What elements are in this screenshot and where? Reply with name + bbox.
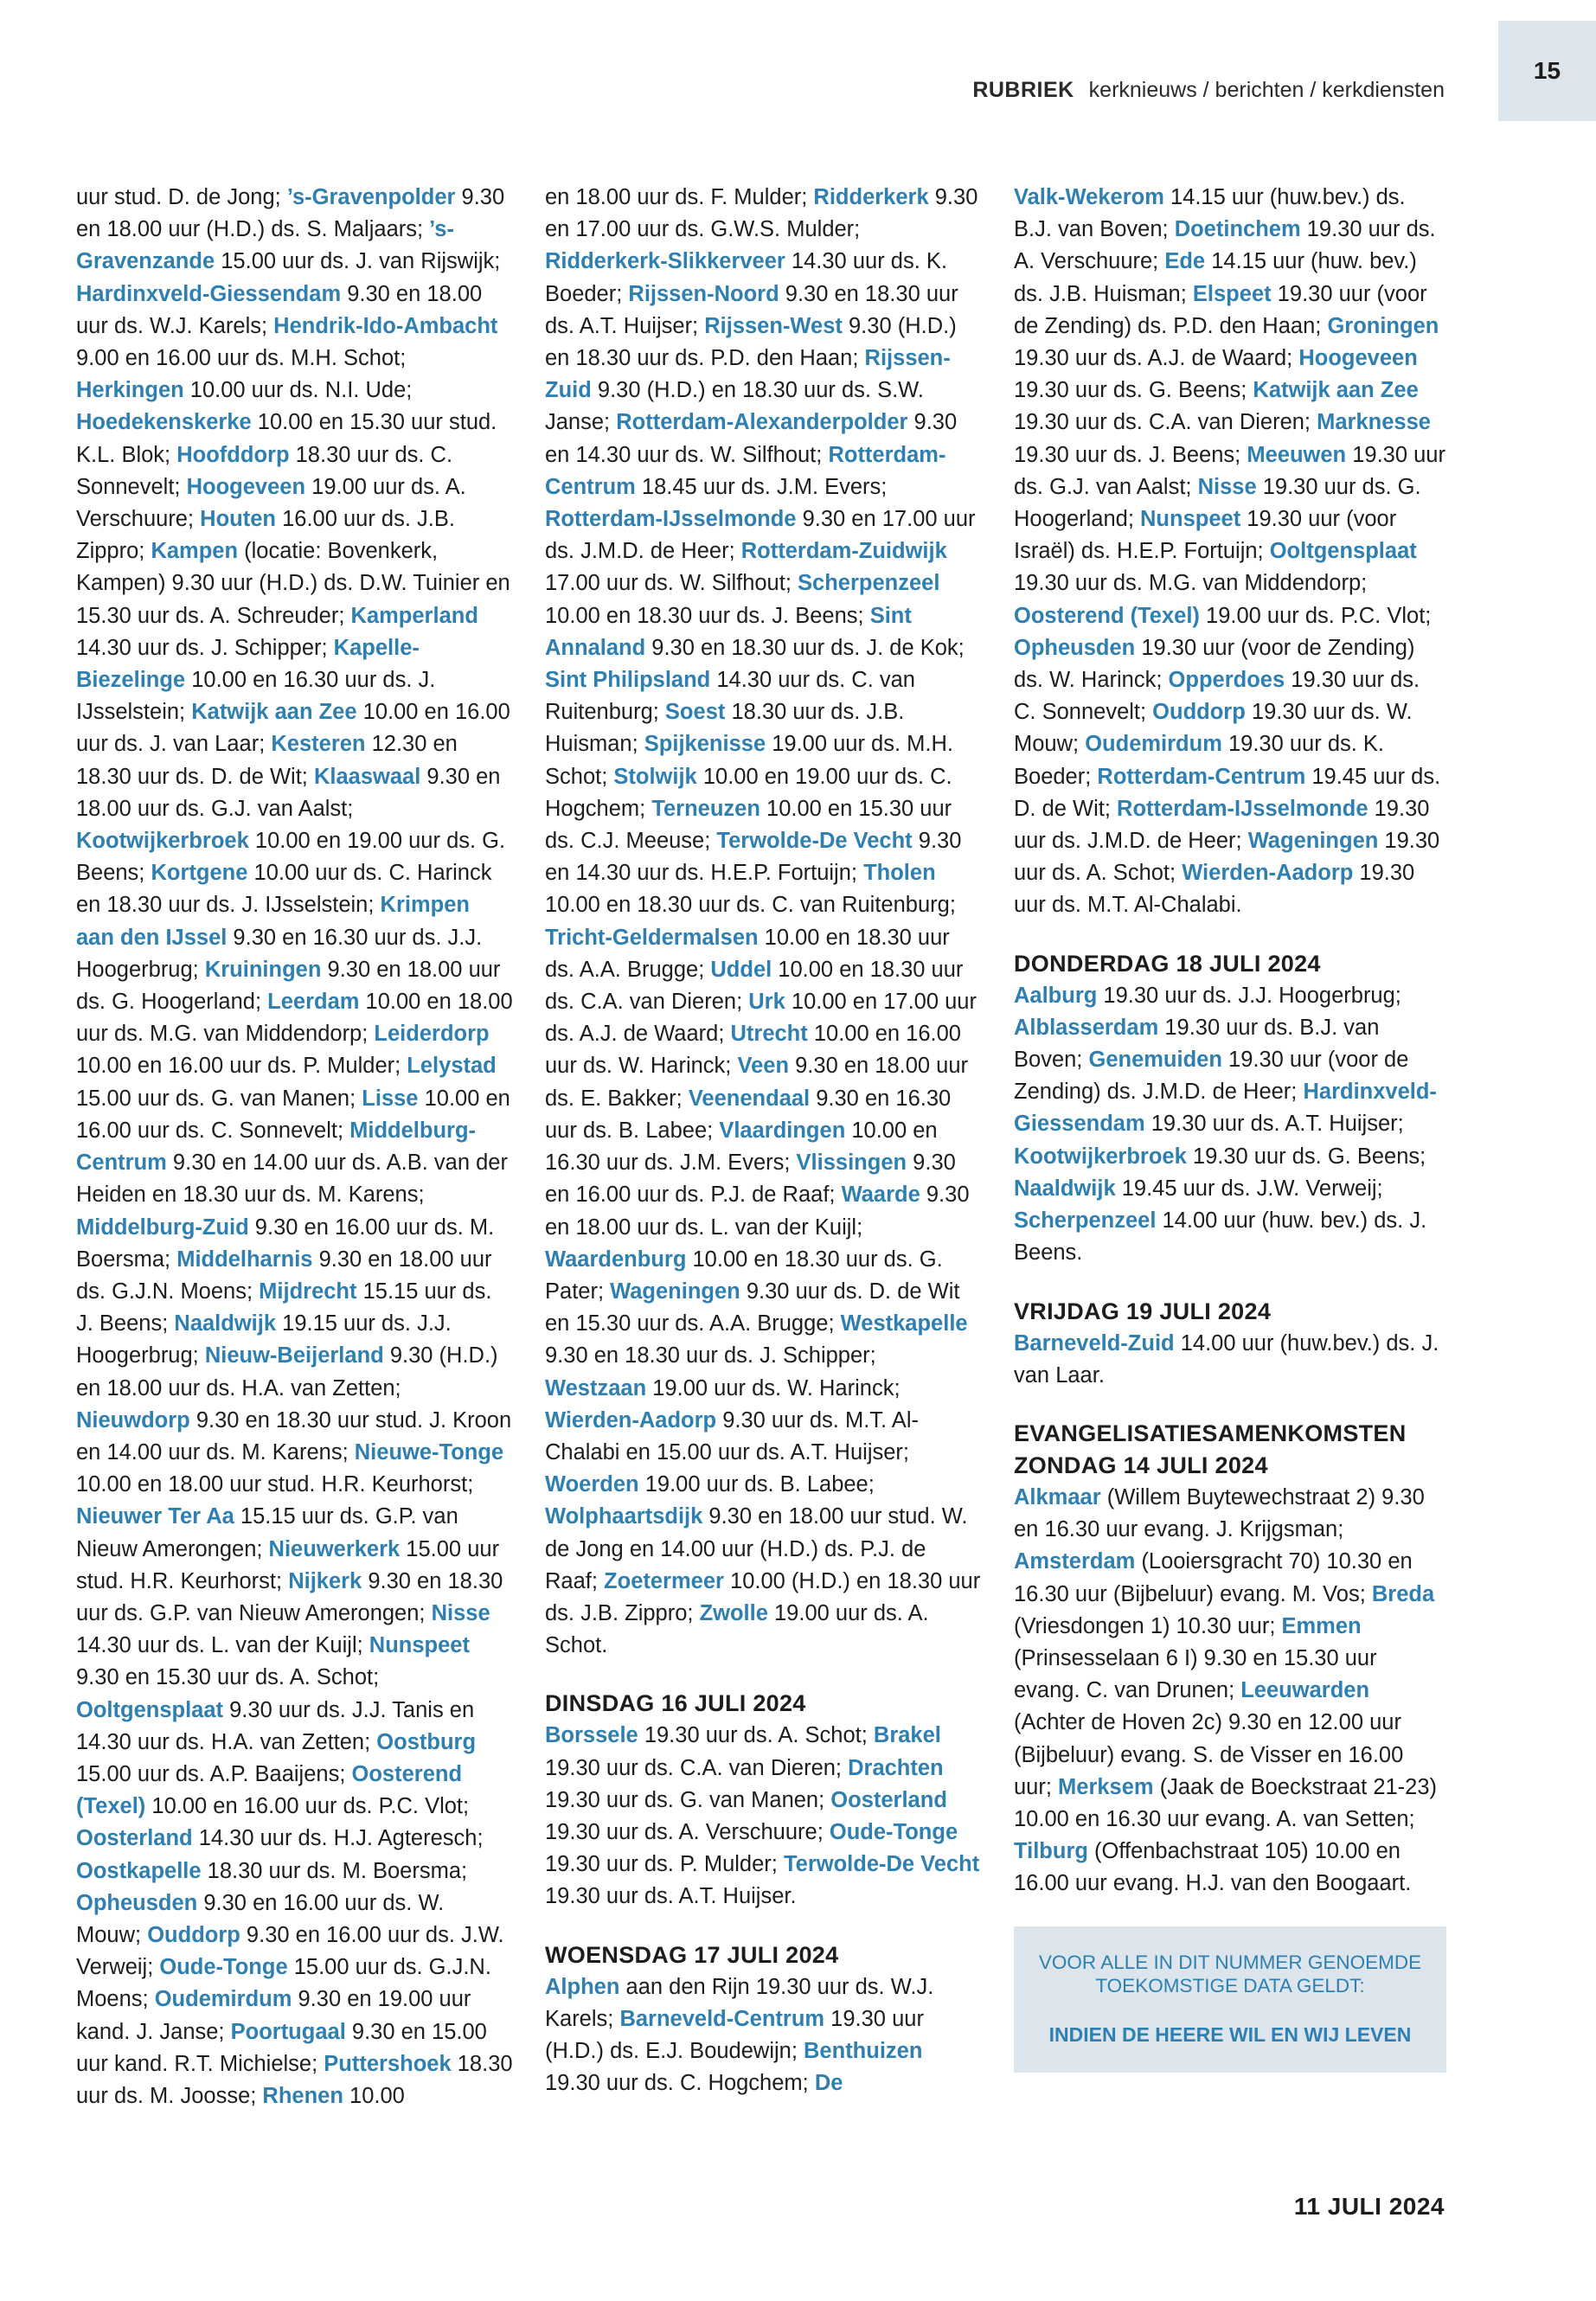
place-name: Borssele [545,1723,638,1748]
place-name: Leeuwarden [1240,1678,1370,1703]
place-name: Ooltgensplaat [76,1697,224,1722]
place-name: ’s-Gravenzande [76,217,454,274]
place-name: Stolwijk [613,764,697,789]
service-details: 19.00 uur ds. A. Verschuure; [76,474,466,532]
service-details: 10.00 en 18.30 uur ds. C. van Ruitenburg; [545,893,956,918]
service-listing [545,182,982,1662]
place-name: Veenendaal [688,1086,811,1111]
place-name: Oosterend (Texel) [1014,603,1200,628]
place-name: Rijssen-West [704,313,843,338]
service-listing [545,1971,982,2100]
service-details: 18.30 uur ds. J.B. Huisman; [545,700,905,757]
service-details: 9.30 en 19.00 uur kand. J. Janse; [76,1987,471,2044]
place-name: Vlaardingen [719,1118,846,1143]
place-name: Naaldwijk [1014,1176,1116,1201]
service-details: 9.30 en 18.00 uur ds. W.J. Karels; [76,281,483,338]
place-name: Kootwijkerbroek [76,829,249,854]
service-details: 19.30 uur ds. M.T. Al-Chalabi. [1014,861,1415,918]
service-details: 9.30 en 17.00 uur ds. J.M.D. de Heer; [545,507,976,564]
service-details: 9.30 en 15.30 uur ds. A. Schot; [76,1665,380,1690]
service-details: 9.30 (H.D.) en 18.30 uur ds. S.W. Janse; [545,378,924,435]
service-details: 19.30 uur ds. P. Mulder; [545,1852,784,1877]
service-details: 9.30 uur ds. M.T. Al-Chalabi en 15.00 uur ds. A.T. Huijser; [545,1407,919,1465]
service-details: 10.00 en 16.00 uur ds. P.C. Vlot; [145,1794,470,1819]
place-name: Nijkerk [288,1568,362,1593]
service-listing [1014,1482,1446,1900]
place-name: Oudemirdum [1085,732,1222,757]
place-name: Kapelle-Biezelinge [76,635,420,693]
place-name: Hendrik-Ido-Ambacht [273,313,498,338]
service-details: 19.30 uur (voor Israël) ds. H.E.P. Fortuijn; [1014,507,1397,564]
place-name: Genemuiden [1088,1048,1222,1073]
place-name: Ouddorp [147,1922,240,1947]
place-name: Marknesse [1317,410,1431,435]
place-name: Scherpenzeel [1014,1208,1157,1234]
place-name: Nieuwdorp [76,1407,190,1433]
service-details: 15.00 uur ds. J. van Rijswijk; [215,249,501,274]
service-details: 19.30 uur ds. A. Schot; [1014,829,1440,886]
service-details: 9.30 en 14.30 uur ds. W. Silfhout; [545,410,958,467]
place-name: Aalburg [1014,983,1098,1008]
service-details: 19.45 uur ds. D. de Wit; [1014,764,1441,821]
service-details: 10.00 en 16.00 uur ds. P. Mulder; [76,1054,407,1079]
service-details: (Offenbachstraat 105) 10.00 en 16.00 uur evang. H.J. van den Boogaart. [1014,1839,1412,1896]
service-details: 19.00 uur ds. W. Harinck; [646,1375,901,1400]
place-name: Wierden-Aadorp [1182,861,1354,886]
service-details: 15.15 uur ds. J. Beens; [76,1279,492,1336]
service-details: 19.30 uur (voor de Zending) ds. J.M.D. de Heer; [1014,1048,1409,1105]
place-name: Rotterdam-IJsselmonde [1117,796,1368,821]
service-details: 10.00 en 18.00 uur ds. M.G. van Middendorp; [76,990,513,1047]
service-details: 9.30 en 14.00 uur ds. A.B. van der Heiden en 18.30 uur ds. M. Karens; [76,1150,508,1208]
place-name: Kortgene [151,861,248,886]
place-name: Krimpen aan den IJssel [76,893,470,950]
place-name: Elspeet [1192,281,1272,306]
page-number: 15 [1533,57,1561,84]
service-details: 14.00 uur (huw. bev.) ds. J. Beens. [1014,1208,1427,1266]
place-name: Rijssen-Zuid [545,346,951,403]
place-name: Urk [748,990,785,1015]
service-details: 10.00 en 18.30 uur ds. C.A. van Dieren; [545,957,964,1015]
service-details: 19.30 uur ds. G. Hoogerland; [1014,474,1421,532]
place-name: Kootwijkerbroek [1014,1144,1187,1169]
service-details: 19.30 uur ds. A.T. Huijser. [545,1884,797,1909]
service-details: 9.30 en 18.00 uur ds. L. van der Kuijl; [545,1183,970,1240]
service-details: 19.45 uur ds. J.W. Verweij; [1115,1176,1383,1201]
service-details: 10.00 en 18.30 uur ds. A.A. Brugge; [545,925,950,982]
place-name: Wierden-Aadorp [545,1407,717,1433]
place-name: Nisse [431,1600,490,1625]
place-name: Waarde [841,1183,920,1208]
place-name: Leiderdorp [374,1022,490,1047]
place-name: Hoofddorp [176,442,290,467]
place-name: Valk-Wekerom [1014,185,1164,209]
service-details: 19.30 uur ds. G. Beens; [1014,378,1253,403]
place-name: Lelystad [407,1054,497,1079]
place-name: Rotterdam-Centrum [1097,764,1306,789]
service-details: 19.30 uur ds. J.M.D. de Heer; [1014,796,1430,854]
service-details: 19.30 uur ds. A.J. de Waard; [1014,346,1299,371]
service-listing [545,1720,982,1913]
service-details: 9.30 en 18.00 uur stud. W. de Jong en 14.00 uur (H.D.) ds. P.J. de Raaf; [545,1504,968,1593]
text-column-2 [545,182,982,2099]
service-details: 9.30 en 15.00 uur kand. R.T. Michielse; [76,2019,487,2076]
service-details: 18.30 uur ds. C. Sonnevelt; [76,442,453,499]
service-details: 19.30 uur ds. M.G. van Middendorp; [1014,571,1368,596]
service-details: 14.30 uur ds. J. Schipper; [76,635,334,660]
place-name: Tholen [863,861,936,886]
service-details: 15.00 uur stud. H.R. Keurhorst; [76,1536,500,1593]
place-name: De [814,2071,843,2096]
place-name: Katwijk aan Zee [1253,378,1419,403]
service-details: 19.30 uur ds. K. Boeder; [1014,732,1385,789]
service-details: 10.00 (H.D.) en 18.30 uur ds. J.B. Zippro; [545,1568,981,1625]
place-name: Hoogeveen [1298,346,1418,371]
service-details: (Prinsesselaan 6 I) 9.30 en 15.30 uur evang. C. van Drunen; [1014,1645,1377,1703]
service-details: 10.00 en 16.00 uur ds. C. Sonnevelt; [76,1086,510,1143]
service-details: 12.30 en 18.30 uur ds. D. de Wit; [76,732,458,789]
place-name: Wageningen [610,1279,740,1304]
service-details: (Vriesdongen 1) 10.30 uur; [1014,1613,1282,1638]
service-details: 19.30 uur (voor de Zending) ds. P.D. den Haan; [1014,281,1427,338]
service-details: 10.00 en 16.30 uur ds. J.M. Evers; [545,1118,938,1176]
day-heading: VRIJDAG 19 JULI 2024 [1014,1298,1272,1324]
service-details: 9.30 en 16.00 uur ds. P.J. de Raaf; [545,1150,956,1208]
notice-motto: INDIEN DE HEERE WIL EN WIJ LEVEN [1048,2022,1412,2046]
service-details: 17.00 uur ds. W. Silfhout; [545,571,798,596]
service-details: 19.30 uur ds. C.A. van Dieren; [1014,410,1317,435]
service-details: (Willem Buytewechstraat 2) 9.30 en 16.30 uur evang. J. Krijgsman; [1014,1484,1425,1542]
service-details: 19.15 uur ds. J.J. Hoogerbrug; [76,1311,452,1368]
place-name: Opperdoes [1168,668,1285,693]
service-details: 16.00 uur ds. J.B. Zippro; [76,507,455,564]
place-name: Ede [1164,249,1206,274]
place-name: Oude-Tonge [159,1955,288,1980]
service-details: 10.00 [343,2083,405,2108]
place-name: Katwijk aan Zee [191,700,357,725]
service-details: 15.00 uur ds. G.J.N. Moens; [76,1955,491,2012]
service-details: 19.30 uur ds. G.J. van Aalst; [1014,442,1445,499]
service-details: 19.00 uur ds. M.H. Schot; [545,732,953,789]
place-name: Nieuw-Beijerland [204,1343,384,1368]
place-name: Woerden [545,1472,639,1497]
service-details: 9.30 en 18.00 uur (H.D.) ds. S. Maljaars; [76,185,505,242]
service-details: 10.00 en 16.00 uur ds. J. van Laar; [76,700,510,757]
service-details: 19.30 uur ds. A. Verschuure; [545,1819,830,1844]
place-name: Zoetermeer [604,1568,724,1593]
place-name: Rotterdam-Centrum [545,442,946,499]
service-details: 10.00 en 16.30 uur ds. J. IJsselstein; [76,668,436,725]
service-details: 14.30 uur ds. C. van Ruitenburg; [545,668,915,725]
service-details: 19.30 uur ds. J. Beens; [1014,442,1247,467]
place-name: Oosterend (Texel) [76,1761,463,1819]
service-details: 14.30 uur ds. L. van der Kuijl; [76,1633,369,1658]
place-name: Herkingen [76,378,184,403]
issue-date: 11 JULI 2024 [1293,2193,1445,2220]
service-details: 19.00 uur ds. A. Schot. [545,1600,929,1658]
service-details: 14.00 uur (huw.bev.) ds. J. van Laar. [1014,1330,1439,1388]
service-details: 19.30 uur ds. A. Schot; [638,1723,874,1748]
place-name: Alphen [545,1974,620,1999]
place-name: Oosterland [830,1787,947,1812]
place-name: Kruiningen [204,957,322,982]
service-listing [1014,182,1446,922]
section-subtitle: kerknieuws / berichten / kerkdiensten [1088,78,1445,102]
place-name: Zwolle [699,1600,768,1625]
place-name: Rijssen-Noord [628,281,779,306]
place-name: Hoedekenskerke [76,410,252,435]
service-details: 14.30 uur ds. K. Boeder; [545,249,947,306]
service-details: 10.00 en 18.00 uur stud. H.R. Keurhorst; [76,1472,474,1497]
service-details: 9.30 en 18.00 uur ds. G.J. van Aalst; [76,764,501,821]
service-details: 10.00 en 15.30 uur stud. K.L. Blok; [76,410,497,467]
place-name: Veen [737,1054,790,1079]
service-details: 9.30 en 18.00 uur ds. G. Hoogerland; [76,957,501,1015]
service-details: 15.00 uur ds. G. van Manen; [76,1086,362,1111]
service-details: 19.00 uur ds. P.C. Vlot; [1199,603,1432,628]
place-name: Sint Philipsland [545,668,711,693]
place-name: Rhenen [262,2083,343,2108]
service-listing [76,182,513,2112]
service-details: 10.00 en 17.00 uur ds. A.J. de Waard; [545,990,977,1047]
service-details: 10.00 en 18.30 uur ds. G. Pater; [545,1247,943,1304]
place-name: Westzaan [545,1375,647,1400]
service-details: 10.00 uur ds. C. Harinck en 18.30 uur ds. J. IJsselstein; [76,861,492,918]
service-details: 9.30 en 18.30 uur ds. J. de Kok; [645,635,965,660]
service-details: 9.30 (H.D.) en 18.00 uur ds. H.A. van Zetten; [76,1343,498,1400]
place-name: Nieuwerkerk [268,1536,401,1561]
place-name: Doetinchem [1174,217,1301,242]
place-name: Oostkapelle [76,1858,202,1883]
service-details: 10.00 en 16.00 uur ds. W. Harinck; [545,1022,961,1079]
service-details: 19.30 uur ds. A. Verschuure; [1014,217,1436,274]
place-name: Rotterdam-IJsselmonde [545,507,797,532]
place-name: Ridderkerk [813,185,929,209]
place-name: Barneveld-Centrum [619,2006,825,2031]
service-details: 19.30 uur ds. G. Beens; [1186,1144,1426,1169]
service-details: 19.30 uur ds. A.T. Huijser; [1144,1112,1404,1137]
place-name: Waardenburg [545,1247,687,1272]
service-details: 19.30 uur ds. B.J. van Boven; [1014,1015,1380,1073]
place-name: Breda [1371,1581,1435,1606]
place-name: Groningen [1327,313,1439,338]
service-details: 9.30 en 18.30 uur stud. J. Kroon en 14.00 uur ds. M. Karens; [76,1407,512,1465]
service-details: 19.30 uur ds. C.A. van Dieren; [545,1755,849,1780]
place-name: Ooltgensplaat [1269,539,1417,564]
service-details: (Jaak de Boeckstraat 21-23) 10.00 en 16.30 uur evang. A. van Setten; [1014,1774,1438,1831]
place-name: Utrecht [730,1022,808,1047]
place-name: Klaaswaal [313,764,421,789]
service-details: 19.30 uur ds. C. Sonnevelt; [1014,668,1420,725]
day-heading: DINSDAG 16 JULI 2024 [545,1690,806,1717]
place-name: Scherpenzeel [798,571,940,596]
place-name: Alkmaar [1014,1484,1101,1509]
place-name: Merksem [1058,1774,1154,1799]
place-name: Drachten [848,1755,944,1780]
service-details: 19.30 uur ds. J.J. Hoogerbrug; [1097,983,1401,1008]
service-details: 9.30 en 17.00 uur ds. G.W.S. Mulder; [545,185,978,242]
place-name: Puttershoek [324,2051,452,2076]
service-details: uur stud. D. de Jong; [76,185,287,209]
place-name: Rotterdam-Alexanderpolder [616,410,908,435]
service-details: 9.30 en 16.30 uur ds. J.J. Hoogerbrug; [76,925,483,982]
service-details: 9.30 en 18.30 uur ds. J. Schipper; [545,1343,876,1368]
service-details: (locatie: Bovenkerk, Kampen) 9.30 uur (H.D.) ds. D.W. Tuinier en 15.30 uur ds. A. Schreuder; [76,539,510,628]
service-details: 9.30 en 18.00 uur ds. G.J.N. Moens; [76,1247,492,1304]
service-details: 9.30 en 18.30 uur ds. A.T. Huijser; [545,281,958,338]
place-name: Nieuwer Ter Aa [76,1504,234,1529]
service-details: 9.30 en 16.30 uur ds. B. Labee; [545,1086,952,1143]
service-details: (Looiersgracht 70) 10.30 en 16.30 uur (Bijbeluur) evang. M. Vos; [1014,1549,1413,1606]
service-details: 14.30 uur ds. H.J. Agteresch; [192,1826,484,1851]
service-details: 19.30 uur ds. C. Hogchem; [545,2071,815,2096]
day-heading: DONDERDAG 18 JULI 2024 [1014,950,1321,977]
place-name: Ridderkerk-Slikkerveer [545,249,785,274]
place-name: Oudemirdum [154,1987,292,2012]
place-name: Vlissingen [796,1150,907,1176]
place-name: Terneuzen [651,796,760,821]
place-name: Wageningen [1247,829,1379,854]
service-details: 19.30 uur ds. W. Mouw; [1014,700,1413,757]
place-name: Emmen [1281,1613,1362,1638]
place-name: Opheusden [76,1890,198,1915]
service-details: 10.00 en 19.00 uur ds. G. Beens; [76,829,506,886]
place-name: Middelburg-Centrum [76,1118,477,1176]
service-details: 9.00 en 16.00 uur ds. M.H. Schot; [76,346,407,371]
service-details: 19.30 uur (H.D.) ds. E.J. Boudewijn; [545,2006,924,2063]
place-name: Kampen [151,539,239,564]
place-name: Kesteren [271,732,366,757]
place-name: Tilburg [1014,1839,1088,1864]
place-name: Hardinxveld-Giessendam [76,281,342,306]
service-listing [1014,980,1446,1270]
place-name: Benthuizen [804,2038,923,2063]
place-name: Amsterdam [1014,1549,1136,1574]
service-details: 19.30 uur (voor de Zending) ds. W. Harinck; [1014,635,1415,693]
service-details: 9.30 (H.D.) en 18.30 uur ds. P.D. den Haan; [545,313,957,371]
service-details: 14.15 uur (huw.bev.) ds. B.J. van Boven; [1014,185,1406,242]
text-column-3 [1014,182,1446,2073]
service-details: 10.00 uur ds. N.I. Ude; [183,378,413,403]
place-name: Ouddorp [1152,700,1246,725]
place-name: ’s-Gravenpolder [286,185,456,209]
place-name: Barneveld-Zuid [1014,1330,1175,1356]
day-heading: EVANGELISATIESAMENKOMSTEN ZONDAG 14 JULI 2024 [1014,1420,1407,1478]
service-details: 9.30 en 16.00 uur ds. M. Boersma; [76,1215,495,1272]
service-details: aan den Rijn 19.30 uur ds. W.J. Karels; [545,1974,934,2031]
service-details: 9.30 uur ds. J.J. Tanis en 14.30 uur ds. H.A. van Zetten; [76,1697,475,1754]
place-name: Houten [200,507,276,532]
service-details: 18.45 uur ds. J.M. Evers; [635,474,888,499]
notice-box [1014,1926,1446,2073]
place-name: Tricht-Geldermalsen [545,925,759,950]
place-name: Oosterland [76,1826,193,1851]
service-details: 9.30 en 16.00 uur ds. J.W. Verweij; [76,1922,504,1980]
place-name: Spijkenisse [644,732,766,757]
service-details: en 18.00 uur ds. F. Mulder; [545,185,814,209]
place-name: Leerdam [267,990,360,1015]
place-name: Lisse [362,1086,419,1111]
service-details: 18.30 uur ds. M. Joosse; [76,2051,513,2108]
place-name: Soest [664,700,726,725]
service-details: 10.00 en 19.00 uur ds. C. Hogchem; [545,764,952,821]
service-details: 9.30 uur ds. D. de Wit en 15.30 uur ds. A.A. Brugge; [545,1279,960,1336]
place-name: Middelharnis [176,1247,313,1272]
place-name: Wolphaartsdijk [545,1504,703,1529]
place-name: Terwolde-De Vecht [783,1852,980,1877]
service-details: 15.15 uur ds. G.P. van Nieuw Amerongen; [76,1504,458,1561]
place-name: Sint Annaland [545,603,912,660]
service-details: 18.30 uur ds. M. Boersma; [201,1858,468,1883]
service-details: 9.30 en 14.30 uur ds. H.E.P. Fortuijn; [545,829,962,886]
service-details: 14.15 uur (huw. bev.) ds. J.B. Huisman; [1014,249,1417,306]
place-name: Meeuwen [1247,442,1347,467]
place-name: Rotterdam-Zuidwijk [740,539,947,564]
service-details: (Achter de Hoven 2c) 9.30 en 12.00 uur (Bijbeluur) evang. S. de Visser en 16.00 uur; [1014,1710,1404,1799]
service-details: 9.30 en 18.00 uur ds. E. Bakker; [545,1054,969,1111]
place-name: Opheusden [1014,635,1136,660]
place-name: Brakel [873,1723,941,1748]
place-name: Uddel [710,957,772,982]
place-name: Naaldwijk [174,1311,277,1336]
place-name: Hoogeveen [186,474,306,499]
place-name: Nunspeet [369,1633,470,1658]
service-details: 19.30 uur ds. G. van Manen; [545,1787,831,1812]
place-name: Alblasserdam [1014,1015,1159,1040]
place-name: Terwolde-De Vecht [716,829,913,854]
service-details: 9.30 en 18.30 uur ds. G.P. van Nieuw Amerongen; [76,1568,503,1625]
text-column-1 [76,182,513,2112]
service-details: 10.00 en 15.30 uur ds. C.J. Meeuse; [545,796,952,854]
place-name: Hardinxveld-Giessendam [1014,1080,1437,1137]
place-name: Kamperland [350,603,478,628]
service-listing [1014,1328,1446,1392]
place-name: Westkapelle [840,1311,968,1336]
service-details: 15.00 uur ds. A.P. Baaijens; [76,1761,352,1786]
place-name: Middelburg-Zuid [76,1215,249,1240]
place-name: Oostburg [376,1729,477,1754]
service-details: 9.30 en 16.00 uur ds. W. Mouw; [76,1890,445,1947]
section-header [972,78,1445,103]
place-name: Nunspeet [1140,507,1241,532]
place-name: Nieuwe-Tonge [354,1439,504,1465]
page-number-tab [1498,21,1596,121]
place-name: Oude-Tonge [829,1819,958,1844]
service-details: 19.00 uur ds. B. Labee; [638,1472,875,1497]
notice-text: VOOR ALLE IN DIT NUMMER GENOEMDE TOEKOMSTIGE DATA GELDT: [1038,1951,1422,1997]
place-name: Nisse [1197,474,1257,499]
service-details: 10.00 en 18.30 uur ds. J. Beens; [545,603,870,628]
section-label: RUBRIEK [972,78,1074,102]
place-name: Poortugaal [230,2019,346,2044]
place-name: Mijdrecht [259,1279,357,1304]
day-heading: WOENSDAG 17 JULI 2024 [545,1941,839,1968]
